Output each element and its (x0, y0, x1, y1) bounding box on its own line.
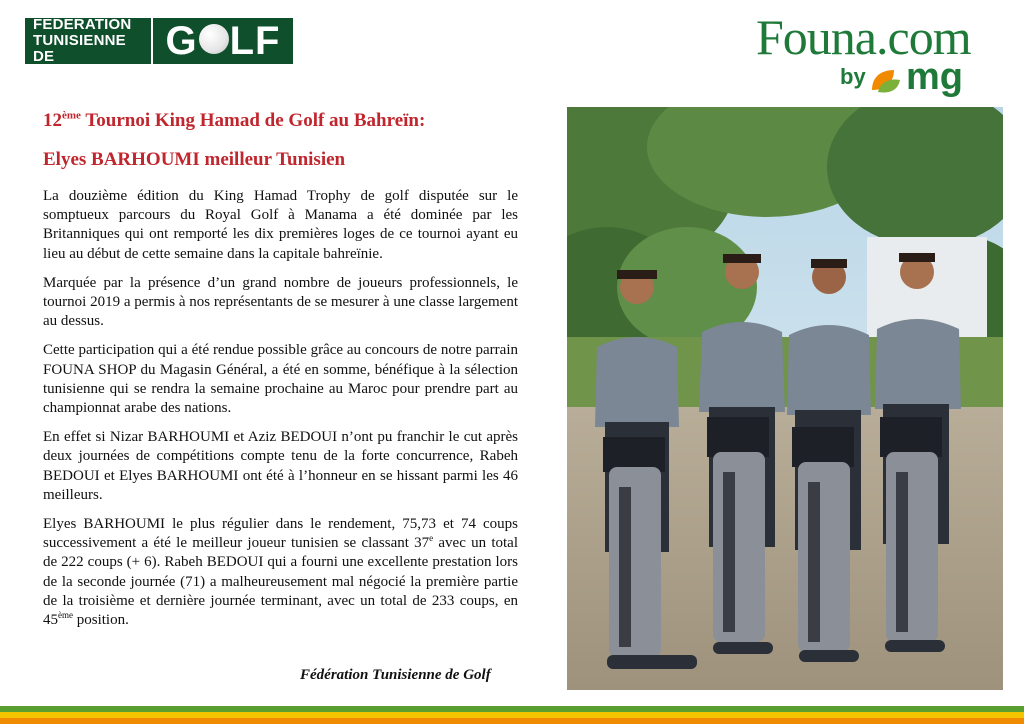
ftg-logo-line2: TUNISIENNE DE (33, 32, 126, 65)
ftg-logo-golf-word (151, 18, 293, 64)
founa-logo (756, 8, 1006, 103)
ftg-logo (25, 18, 293, 64)
paragraph-5-part-c: position. (73, 612, 129, 629)
ftg-logo-text (25, 18, 151, 64)
signature: Fédération Tunisienne de Golf (300, 667, 491, 683)
ftg-logo-g: G (165, 18, 198, 63)
team-photo-illustration (567, 107, 1003, 690)
founa-logo-mg: mg (906, 56, 963, 98)
founa-logo-main: Founa.com (756, 9, 971, 65)
paragraph-5 (43, 515, 518, 630)
title-number: 12 (43, 110, 62, 131)
paragraph-5-part-b: avec un total de 222 coups (+ 6). Rabeh BEDOUI qui a fourni une excellente prestation lors de la seconde journée (71) a malheureusement mal négocié la première partie de la troisième et dernière journée terminant, avec un total de 233 coups, en 45 (43, 535, 518, 629)
article-title (43, 108, 518, 134)
paragraph-3: Cette participation qui a été rendue possible grâce au concours de notre parrain FOUNA SHOP du Magasin Général, a été en somme, bénéfique à la sélection tunisienne qui se rendra la semaine prochaine au Maroc pour prendre part au championnat arabe des nations. (43, 342, 518, 417)
article-subtitle: Elyes BARHOUMI meilleur Tunisien (43, 149, 346, 170)
team-photo (567, 107, 1003, 690)
title-text: Tournoi King Hamad de Golf au Bahreïn: (80, 110, 426, 131)
ftg-logo-lf: LF (229, 18, 281, 63)
paragraph-4: En effet si Nizar BARHOUMI et Aziz BEDOUI n’ont pu franchir le cut après deux journées de compétitions compte tenu de la forte concurrence, Rabeh BEDOUI et Elyes BARHOUMI ont été à l’honneur en se hissant parmi les 46 meilleurs. (43, 429, 518, 503)
golf-ball-icon (199, 24, 229, 54)
paragraph-2: Marquée par la présence d’un grand nombre de joueurs professionnels, le tournoi 2019 a permis à nos représentants de se mesurer à une classe largement au dessus. (43, 274, 518, 330)
bottom-stripe-orange (0, 718, 1024, 724)
paragraph-5-sup-1: e (429, 533, 434, 544)
founa-logo-by: by (840, 64, 866, 89)
paragraph-1: La douzième édition du King Hamad Trophy de golf disputée sur le somptueux parcours du Royal Golf à Manama a été dominée par les Britanniques qui ont remporté les dix premières loges de ce tournoi ayant eu lieu au début de cette semaine dans la capitale bahreïnie. (43, 188, 518, 262)
leaf-icon (868, 64, 904, 96)
ftg-logo-line1: FÉDÉRATION (33, 16, 132, 33)
article (43, 108, 518, 630)
paragraph-5-part-a: Elyes BARHOUMI le plus régulier dans le rendement, 75,73 et 74 coups successivement a été le meilleur joueur tunisien se classant 37 (43, 516, 518, 552)
paragraph-5-sup-2: ème (58, 610, 73, 621)
title-superscript: ème (62, 109, 81, 122)
